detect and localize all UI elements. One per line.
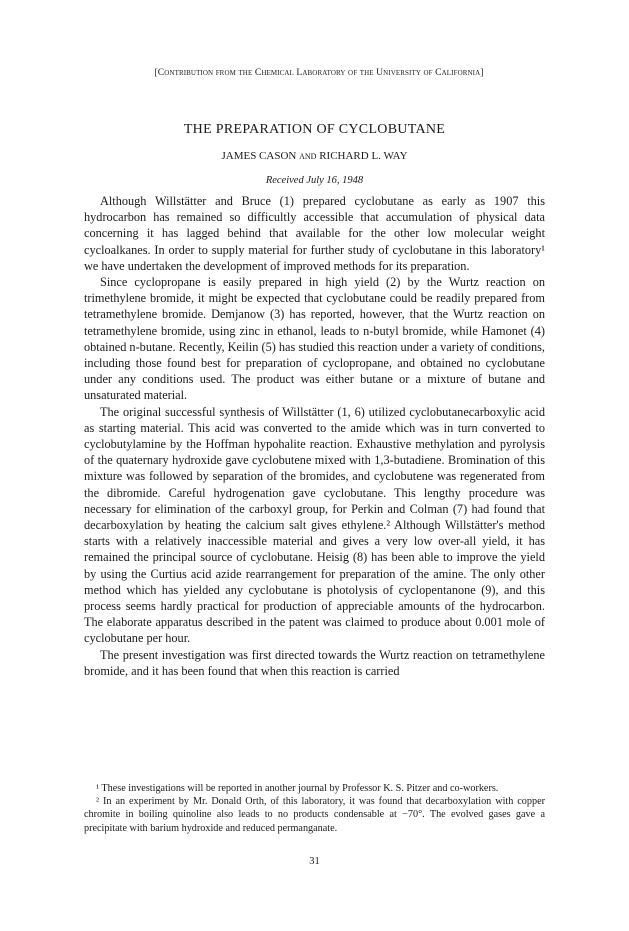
authors-and: and: [299, 150, 317, 162]
header-text: Contribution from the Chemical Laboratory of the University of California: [157, 67, 481, 78]
paragraph-3: The original successful synthesis of Willstätter (1, 6) utilized cyclobutanecarboxylic acid as starting material. This acid was converted to the amide which was in turn converted to cyclobutylamine by the Hoffman hypohalite reaction. Exhaustive methylation and pyrolysis of the quaternary hydroxide gave cyclobutene mixed with 1,3-butadiene. Bromination of this mixture was followed by separation of the bromides, and cyclobutene was regenerated from the dibromide. Careful hydrogenation gave cyclobutane. This lengthy procedure was necessary for elimination of the carboxyl group, for Perkin and Colman (7) had found that decarboxylation by heating the calcium salt gives ethylene.² Although Willstätter's method starts with a relatively inaccessible material and gives a very low over-all yield, it has remained the principal source of cyclobutane. Heisig (8) has been able to improve the yield by using the Curtius acid azide rearrangement for preparation of the amine. The only other method which has yielded any cyclobutane is photolysis of cyclopentanone (9), and this process seems hardly practical for production of appreciable amounts of the hydrocarbon. The elaborate apparatus described in the patent was claimed to produce about 0.001 mole of cyclobutane per hour.: [84, 404, 545, 646]
authors-line: [0, 150, 629, 162]
footnote-1: ¹ These investigations will be reported in another journal by Professor K. S. Pitzer and co-workers.: [96, 783, 499, 794]
paragraph-1: Although Willstätter and Bruce (1) prepared cyclobutane as early as 1907 this hydrocarbon has remained so difficultly accessible that accumulation of physical data concerning it has lagged behind that available for the other low molecular weight cycloalkanes. In order to supply material for further study of cyclobutane in this laboratory¹ we have undertaken the development of improved methods for its preparation.: [84, 194, 545, 273]
footnote-2: ² In an experiment by Mr. Donald Orth, of this laboratory, it was found that decarboxylation with copper chromite in boiling quinoline also leads to no products condensable at −70°. The evolved gases gave a precipitate with barium hydroxide and reduced permanganate.: [84, 796, 545, 834]
header-bracket-open: [: [154, 67, 158, 78]
contribution-header: [84, 67, 554, 78]
body-text: [84, 193, 545, 679]
paragraph-2: Since cyclopropane is easily prepared in high yield (2) by the Wurtz reaction on trimethylene bromide, it might be expected that cyclobutane could be readily prepared from tetramethylene bromide. Demjanow (3) has reported, however, that the Wurtz reaction on tetramethylene bromide, using zinc in ethanol, leads to n-butyl bromide, while Hamonet (4) obtained n-butane. Recently, Keilin (5) has studied this reaction under a variety of conditions, including those found best for preparation of cyclopropane, and obtained no cyclobutane under any conditions used. The product was either butane or a mixture of butane and unsaturated material.: [84, 275, 545, 403]
footnotes: [84, 782, 545, 835]
author-1: JAMES CASON: [221, 150, 297, 162]
received-date: Received July 16, 1948: [265, 175, 364, 186]
paper-title: THE PREPARATION OF CYCLOBUTANE: [183, 122, 446, 137]
paragraph-4: The present investigation was first directed towards the Wurtz reaction on tetramethylene bromide, and it has been found that when this reaction is carried: [84, 647, 545, 678]
page-number: 31: [309, 856, 320, 867]
header-bracket-close: ]: [480, 67, 484, 78]
author-2: RICHARD L. WAY: [319, 150, 408, 162]
